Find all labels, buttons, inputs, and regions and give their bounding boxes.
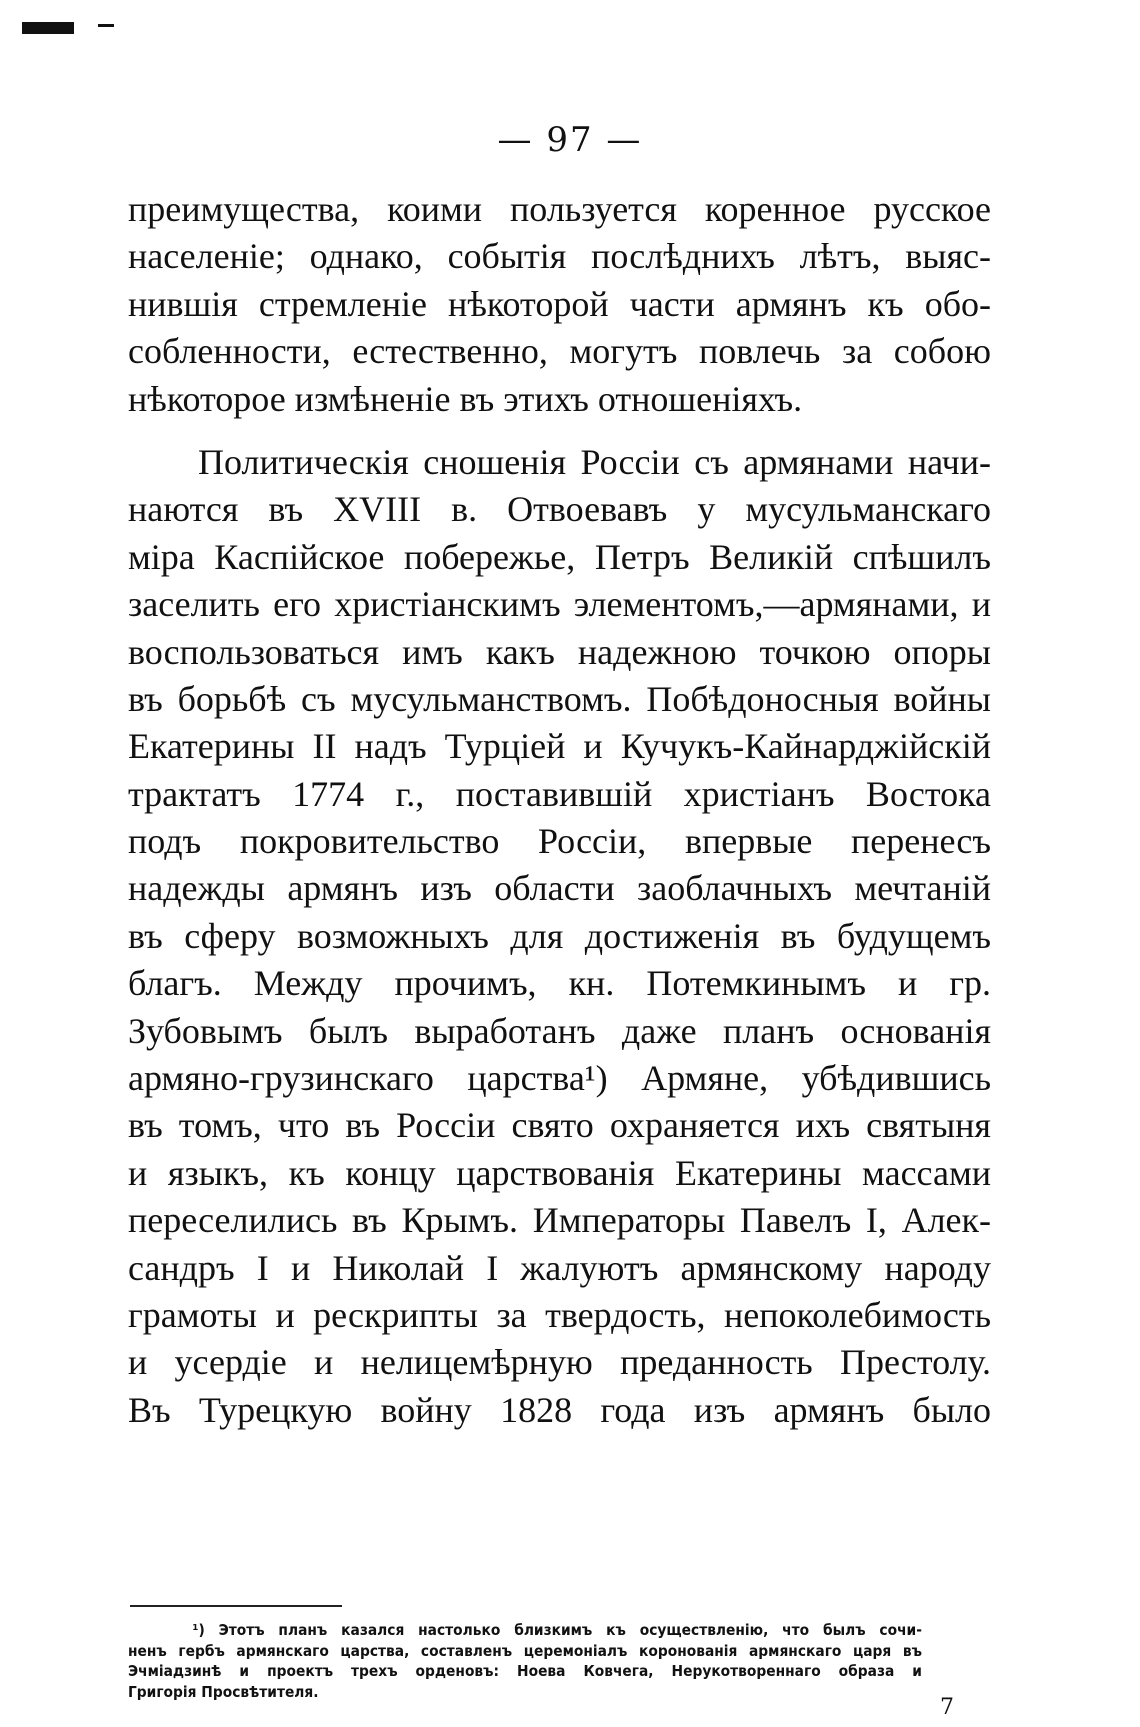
text-line: воспользоваться имъ какъ надежною точкою опоры — [128, 631, 991, 672]
text-line: въ сферу возможныхъ для достиженія въ будущемъ — [128, 915, 991, 956]
text-line: и языкъ, къ концу царствованія Екатерины массами — [128, 1152, 991, 1193]
text-line: нѣкоторое измѣненіе въ этихъ отношеніяхъ. — [128, 378, 803, 419]
footnote-line: Эчміадзинѣ и проектъ трехъ орденовъ: Ноева Ковчега, Нерукотвореннаго образа и — [128, 1662, 922, 1680]
footnotes — [128, 1620, 922, 1702]
page-number-header: — 97 — — [497, 120, 643, 160]
text-line: Зубовымъ былъ выработанъ даже планъ основанія — [128, 1010, 991, 1051]
text-line: переселились въ Крымъ. Императоры Павелъ I, Алек- — [128, 1200, 991, 1241]
text-line: сандръ I и Николай I жалуютъ армянскому народу — [128, 1247, 991, 1288]
body-text — [128, 186, 991, 1434]
text-line: преимущества, коими пользуется коренное русское — [128, 189, 991, 229]
text-line: въ томъ, что въ Россіи свято охраняется ихъ святыня — [128, 1105, 991, 1146]
text-line: Въ Турецкую войну 1828 года изъ армянъ было — [128, 1389, 991, 1430]
scan-artifact-tick — [98, 24, 114, 27]
text-line: населеніе; однако, событія послѣднихъ лѣтъ, выяс- — [128, 236, 991, 277]
text-line: Екатерины II надъ Турціей и Кучукъ-Кайнарджійскій — [128, 726, 991, 767]
text-line: армяно-грузинскаго царства¹) Армяне, убѣдившись — [128, 1058, 991, 1099]
text-line: заселить его христіанскимъ элементомъ,—армянами, и — [128, 584, 991, 625]
scan-artifact-corner — [22, 22, 74, 34]
text-line: грамоты и рескрипты за твердость, непоколебимость — [128, 1294, 991, 1335]
footnote-line: ¹) Этотъ планъ казался настолько близкимъ къ осуществленію, что былъ сочи- — [192, 1621, 922, 1639]
printer-signature-mark: 7 — [940, 1695, 954, 1720]
text-line: трактатъ 1774 г., поставившій христіанъ Востока — [128, 773, 991, 814]
text-line: подъ покровительство Россіи, впервые перенесъ — [128, 821, 991, 862]
footnote-line: Григорія Просвѣтителя. — [128, 1682, 319, 1701]
text-line: благъ. Между прочимъ, кн. Потемкинымъ и гр. — [128, 963, 991, 1004]
paragraph-1 — [128, 186, 991, 423]
text-line: міра Каспійское побережье, Петръ Великій спѣшилъ — [128, 536, 991, 577]
text-line: и усердіе и нелицемѣрную преданность Престолу. — [128, 1342, 991, 1383]
paragraph-2 — [128, 439, 991, 1434]
footnote-line: ненъ гербъ армянскаго царства, составленъ церемоніалъ коронованія армянскаго царя въ — [128, 1641, 922, 1660]
text-line: надежды армянъ изъ области заоблачныхъ мечтаній — [128, 868, 991, 909]
text-line: Политическія сношенія Россіи съ армянами начи- — [198, 441, 991, 482]
text-line: въ борьбѣ съ мусульманствомъ. Побѣдоносныя войны — [128, 678, 991, 719]
text-line: наются въ XVIII в. Отвоевавъ у мусульманскаго — [128, 489, 991, 530]
paragraph-gap — [128, 423, 991, 439]
text-line: нившія стремленіе нѣкоторой части армянъ къ обо- — [128, 283, 991, 324]
text-line: собленности, естественно, могутъ повлечь за собою — [128, 331, 991, 372]
footnote-divider — [130, 1605, 342, 1607]
